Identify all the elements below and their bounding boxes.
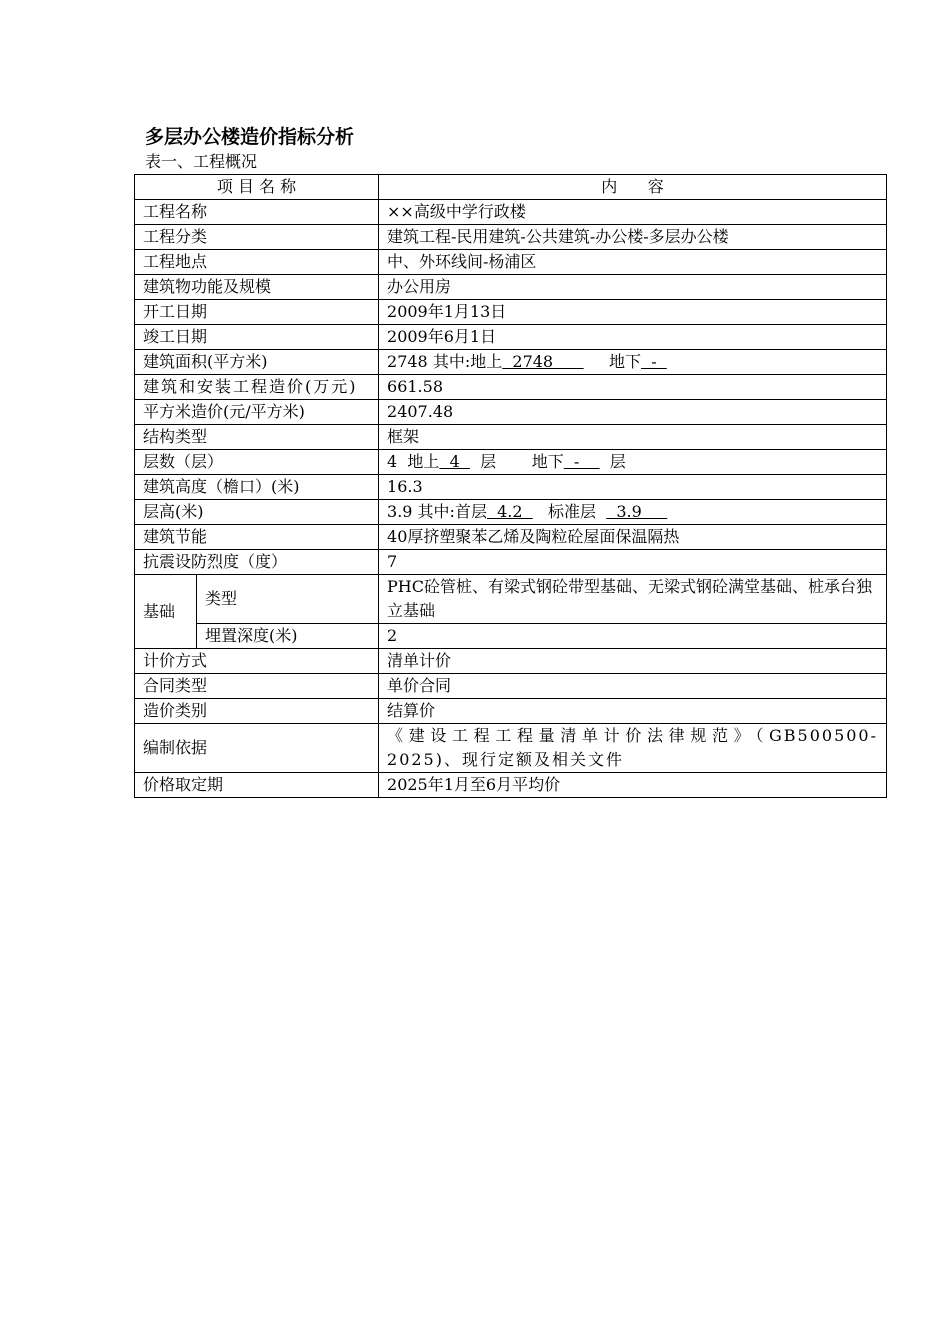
floors-total: 4 [387, 452, 398, 471]
row-value: 2009年1月13日 [379, 300, 887, 325]
row-value: 建筑工程-民用建筑-公共建筑-办公楼-多层办公楼 [379, 225, 887, 250]
table-row [135, 225, 887, 250]
table-row [135, 525, 887, 550]
row-value: 单价合同 [379, 674, 887, 699]
row-label: 层高(米) [135, 500, 379, 525]
foundation-type-label: 类型 [197, 575, 379, 624]
row-label: 工程分类 [135, 225, 379, 250]
fh-std: 3.9 [606, 502, 668, 521]
fh-mid2: 标准层 [532, 502, 607, 521]
floors-mid2: 层 地下 [469, 452, 564, 471]
floors-mid: 地上 [397, 452, 440, 471]
area-total: 2748 [387, 352, 428, 371]
table-row [135, 724, 887, 773]
document-title: 多层办公楼造价指标分析 [145, 126, 355, 148]
area-gap: 地下 [583, 352, 642, 371]
row-label: 工程名称 [135, 200, 379, 225]
table-row [135, 575, 887, 624]
table-row [135, 300, 887, 325]
row-value: 2025年1月至6月平均价 [379, 773, 887, 798]
row-label: 建筑物功能及规模 [135, 275, 379, 300]
row-label: 合同类型 [135, 674, 379, 699]
table-row [135, 550, 887, 575]
area-mid: 其中:地上 [427, 352, 503, 371]
row-label: 竣工日期 [135, 325, 379, 350]
row-label: 建筑节能 [135, 525, 379, 550]
row-value [379, 450, 887, 475]
table-row [135, 624, 887, 649]
table-header-row [135, 175, 887, 200]
floors-above: 4 [439, 452, 470, 471]
table-row [135, 475, 887, 500]
row-value: 办公用房 [379, 275, 887, 300]
table-row [135, 200, 887, 225]
row-label: 建筑面积(平方米) [135, 350, 379, 375]
row-value: 16.3 [379, 475, 887, 500]
row-label: 建筑高度（檐口）(米) [135, 475, 379, 500]
row-label: 开工日期 [135, 300, 379, 325]
table-row [135, 275, 887, 300]
header-content: 内 容 [379, 175, 887, 200]
fh-first: 4.2 [486, 502, 533, 521]
row-label: 建筑和安装工程造价(万元) [135, 375, 379, 400]
row-value: 中、外环线间-杨浦区 [379, 250, 887, 275]
table-row [135, 425, 887, 450]
row-value [379, 500, 887, 525]
row-value: 661.58 [379, 375, 887, 400]
row-value: 结算价 [379, 699, 887, 724]
table-caption: 表一、工程概况 [145, 152, 258, 171]
row-label: 编制依据 [135, 724, 379, 773]
table-row [135, 400, 887, 425]
area-below: - [641, 352, 667, 371]
row-value: 《建设工程工程量清单计价法律规范》（GB500500-2025)、现行定额及相关文件 [379, 724, 887, 773]
row-value [379, 350, 887, 375]
row-value: 40厚挤塑聚苯乙烯及陶粒砼屋面保温隔热 [379, 525, 887, 550]
row-value: 清单计价 [379, 649, 887, 674]
area-above: 2748 [502, 352, 584, 371]
header-item: 项 目 名 称 [135, 175, 379, 200]
table-row [135, 450, 887, 475]
row-value: 框架 [379, 425, 887, 450]
project-overview-table [134, 174, 887, 798]
floors-tail: 层 [599, 452, 626, 471]
table-row [135, 250, 887, 275]
floors-below: - [563, 452, 600, 471]
foundation-depth-label: 埋置深度(米) [197, 624, 379, 649]
row-label: 平方米造价(元/平方米) [135, 400, 379, 425]
table-row [135, 350, 887, 375]
foundation-label: 基础 [135, 575, 197, 649]
row-value: 2009年6月1日 [379, 325, 887, 350]
fh-mid: 其中:首层 [412, 502, 487, 521]
table-row [135, 674, 887, 699]
row-label: 价格取定期 [135, 773, 379, 798]
table-row [135, 375, 887, 400]
row-value: 7 [379, 550, 887, 575]
table-row [135, 325, 887, 350]
row-label: 层数（层） [135, 450, 379, 475]
row-label: 工程地点 [135, 250, 379, 275]
foundation-type-value: PHC砼管桩、有梁式钢砼带型基础、无梁式钢砼满堂基础、桩承台独立基础 [379, 575, 887, 624]
row-label: 造价类别 [135, 699, 379, 724]
fh-total: 3.9 [387, 502, 413, 521]
foundation-depth-value: 2 [379, 624, 887, 649]
row-label: 结构类型 [135, 425, 379, 450]
table-row [135, 699, 887, 724]
table-row [135, 773, 887, 798]
row-value: ××高级中学行政楼 [379, 200, 887, 225]
row-label: 抗震设防烈度（度） [135, 550, 379, 575]
row-value: 2407.48 [379, 400, 887, 425]
table-row [135, 500, 887, 525]
table-row [135, 649, 887, 674]
row-label: 计价方式 [135, 649, 379, 674]
